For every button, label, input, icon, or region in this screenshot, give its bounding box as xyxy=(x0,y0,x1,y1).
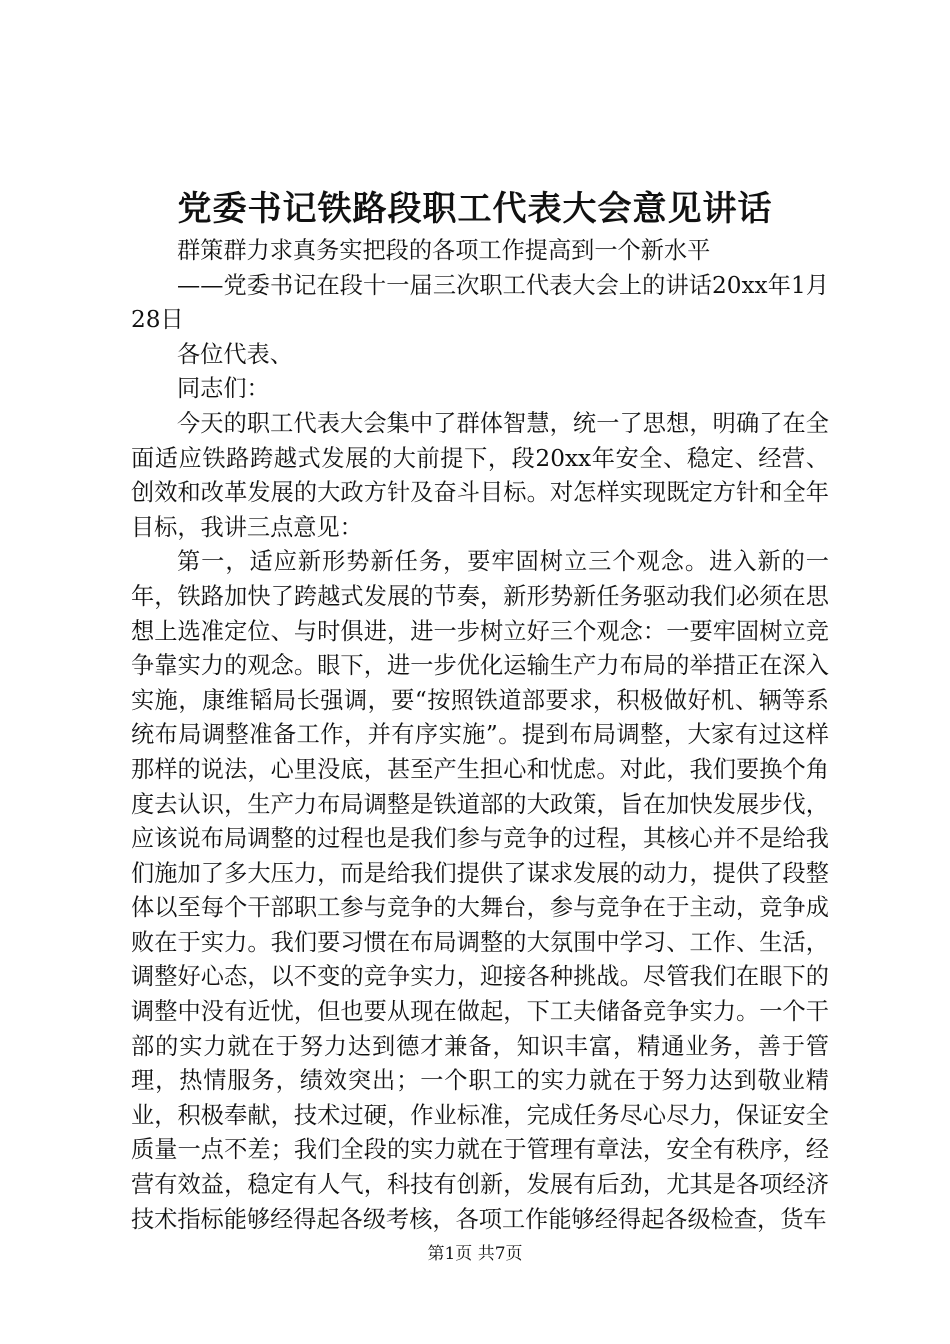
document-body xyxy=(131,234,829,1237)
speech-byline: ——党委书记在段十一届三次职工代表大会上的讲话20xx年1月28日 xyxy=(131,271,829,334)
salutation-delegates: 各位代表、 xyxy=(177,340,293,368)
body-paragraph: 今天的职工代表大会集中了群体智慧，统一了思想，明确了在全面适应铁路跨越式发展的大前提下，段20xx年安全、稳定、经营、创效和改革发展的大政方针及奋斗目标。对怎样实现既定方针和全年目标，我讲三点意见： xyxy=(131,409,829,541)
salutation-comrades: 同志们： xyxy=(177,375,270,403)
subtitle-line: 群策群力求真务实把段的各项工作提高到一个新水平 xyxy=(177,237,711,264)
page-number-footer: 第1页 共7页 xyxy=(427,1244,523,1264)
document-title: 党委书记铁路段职工代表大会意见讲话 xyxy=(177,189,773,229)
body-paragraph: 第一，适应新形势新任务，要牢固树立三个观念。进入新的一年，铁路加快了跨越式发展的节奏，新形势新任务驱动我们必须在思想上选准定位、与时俱进，进一步树立好三个观念：一要牢固树立竞争靠实力的观念。眼下，进一步优化运输生产力布局的举措正在深入实施，康维韬局长强调，要“按照铁道部要求，积极做好机、辆等系统布局调整准备工作，并有序实施”。提到布局调整，大家有过这样那样的说法，心里没底，甚至产生担心和忧虑。对此，我们要换个角度去认识，生产力布局调整是铁道部的大政策，旨在加快发展步伐，应该说布局调整的过程也是我们参与竞争的过程，其核心并不是给我们施加了多大压力，而是给我们提供了谋求发展的动力，提供了段整体以至每个干部职工参与竞争的大舞台，参与竞争在于主动，竞争成败在于实力。我们要习惯在布局调整的大氛围中学习、工作、生活，调整好心态，以不变的竞争实力，迎接各种挑战。尽管我们在眼下的调整中没有近忧，但也要从现在做起，下工夫储备竞争实力。一个干部的实力就在于努力达到德才兼备，知识丰富，精通业务，善于管理，热情服务，绩效突出；一个职工的实力就在于努力达到敬业精业，积极奉献，技术过硬，作业标准，完成任务尽心尽力，保证安全质量一点不差；我们全段的实力就在于管理有章法，安全有秩序，经营有效益，稳定有人气，科技有创新，发展有后劲，尤其是各项经济技术指标能够经得起各级考核，各项工作能够经得起各级检查，货车 xyxy=(131,548,829,1233)
